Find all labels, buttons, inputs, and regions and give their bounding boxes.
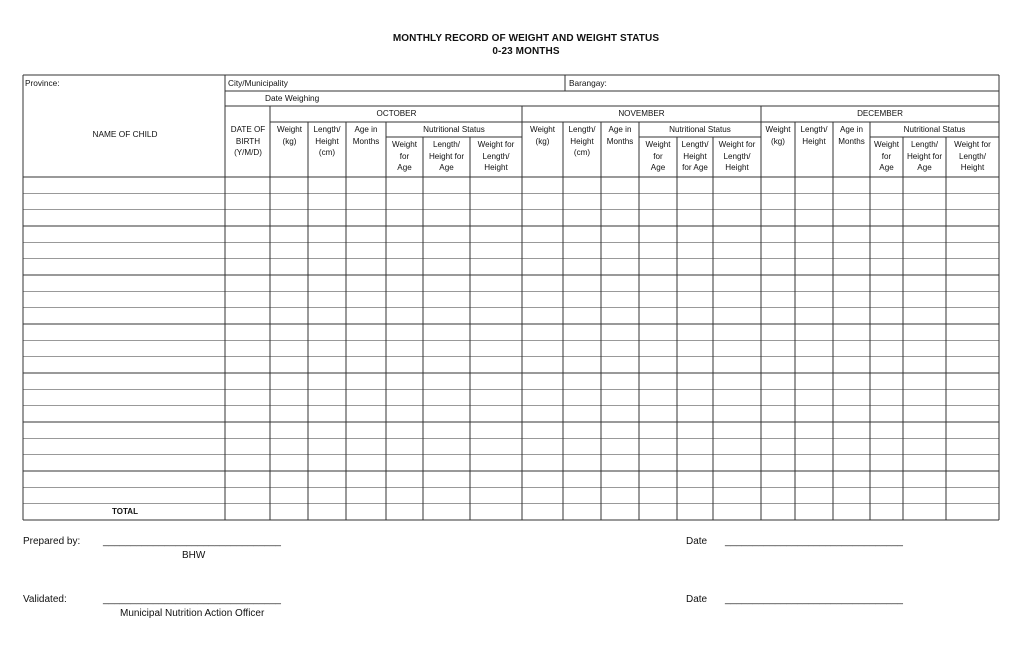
nov-length-header: Length/ Height (cm) — [568, 125, 596, 158]
validated-date-label: Date — [686, 594, 708, 605]
oct-weight-for-age-header: Weight for Age — [391, 140, 418, 173]
dec-weight-for-height-header: Weight for Length/ Height — [954, 140, 991, 173]
oct-length-header: Length/ Height (cm) — [313, 125, 341, 158]
mnao-label: Municipal Nutrition Action Officer — [120, 608, 265, 619]
prepared-by-label: Prepared by: — [23, 536, 81, 547]
nov-weight-for-age-header: Weight for Age — [645, 140, 671, 173]
month-november-header: NOVEMBER — [618, 109, 665, 118]
validated-signature-line: ________________________________ — [103, 594, 281, 605]
nov-weight-for-height-header: Weight for Length/ Height — [718, 140, 756, 173]
total-label: TOTAL — [112, 507, 138, 516]
nov-nutritional-status-header: Nutritional Status — [669, 125, 731, 134]
validated-label: Validated: — [23, 594, 67, 605]
oct-weight-header: Weight (kg) — [276, 125, 303, 146]
dec-age-header: Age in Months — [838, 125, 865, 146]
validated-date-line: ________________________________ — [725, 594, 903, 605]
name-of-child-header: NAME OF CHILD — [92, 129, 158, 139]
nov-height-for-age-header: Length/ Height for Age — [681, 140, 709, 173]
month-october-header: OCTOBER — [376, 109, 417, 118]
city-municipality-label: City/Municipality — [228, 78, 288, 88]
dec-nutritional-status-header: Nutritional Status — [903, 125, 966, 134]
bhw-label: BHW — [182, 550, 206, 561]
oct-weight-for-height-header: Weight for Length/ Height — [477, 140, 515, 173]
month-december-header: DECEMBER — [857, 109, 903, 118]
prepared-date-label: Date — [686, 536, 708, 547]
dec-weight-for-age-header: Weight for Age — [873, 140, 900, 173]
dec-length-header: Length/ Height — [800, 125, 828, 146]
oct-height-for-age-header: Length/ Height for Age — [428, 140, 465, 173]
form-title: MONTHLY RECORD OF WEIGHT AND WEIGHT STATUS — [392, 33, 660, 44]
dec-height-for-age-header: Length/ Height for Age — [906, 140, 943, 173]
dec-weight-header: Weight (kg) — [765, 125, 791, 146]
nov-age-header: Age in Months — [606, 125, 634, 146]
nov-weight-header: Weight (kg) — [529, 125, 556, 146]
form-subtitle: 0-23 MONTHS — [492, 46, 560, 57]
date-weighing-label: Date Weighing — [265, 93, 320, 103]
date-of-birth-header: DATE OF BIRTH (Y/M/D) — [230, 125, 266, 158]
oct-nutritional-status-header: Nutritional Status — [423, 125, 485, 134]
oct-age-header: Age in Months — [352, 125, 380, 146]
province-label: Province: — [25, 78, 60, 88]
prepared-by-signature-line: ________________________________ — [103, 536, 281, 547]
barangay-label: Barangay: — [569, 78, 607, 88]
prepared-date-line: ________________________________ — [725, 536, 903, 547]
